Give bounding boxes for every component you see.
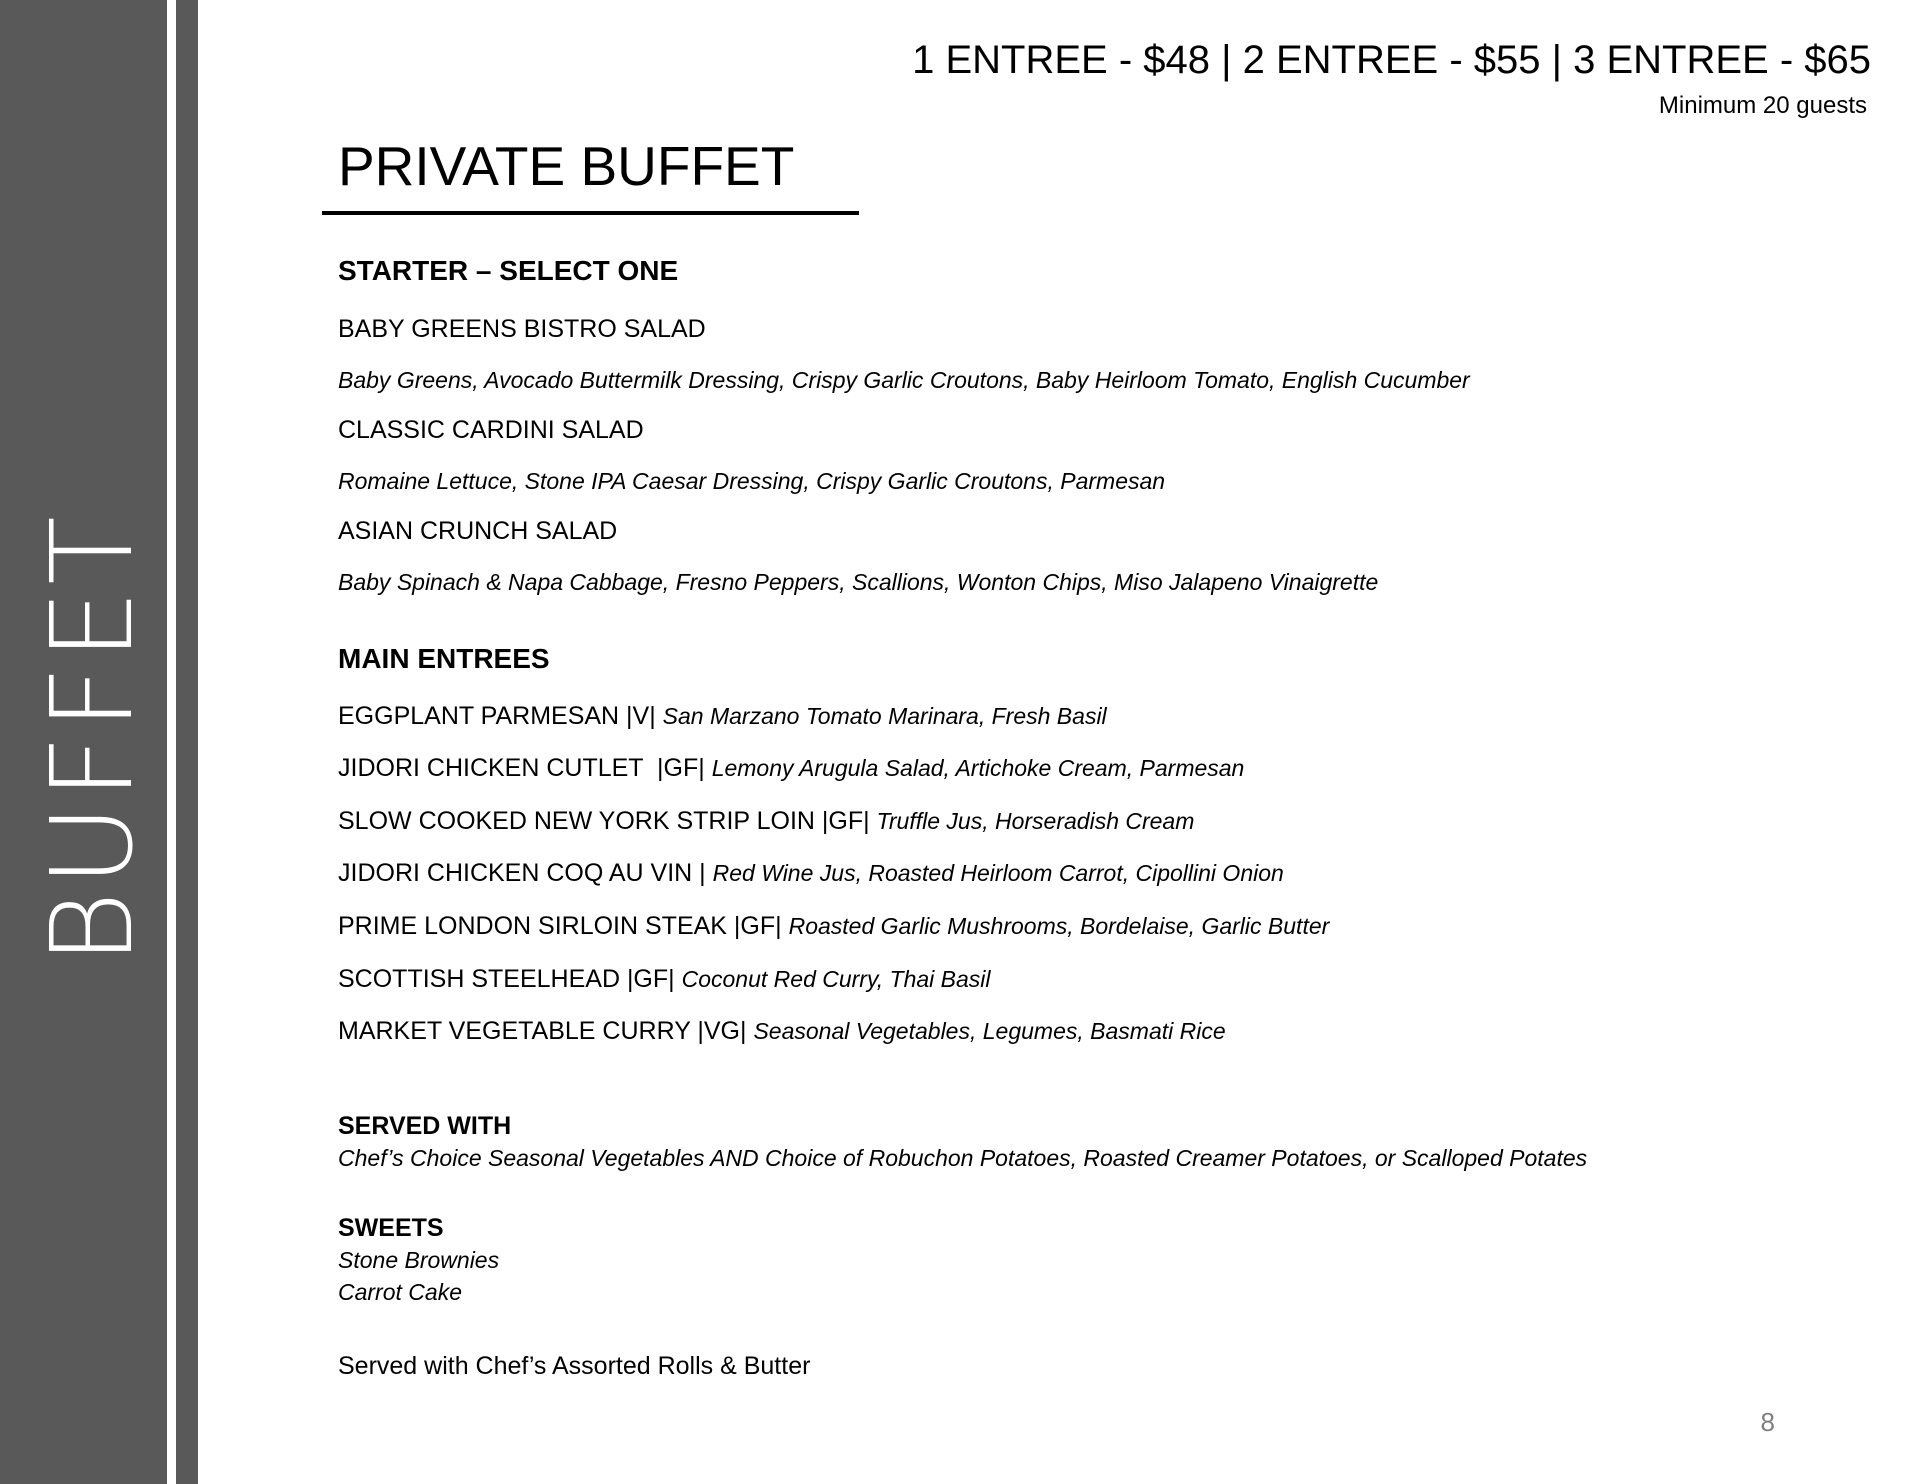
main-entree-description: San Marzano Tomato Marinara, Fresh Basil bbox=[662, 703, 1107, 729]
starter-item-name: ASIAN CRUNCH SALAD bbox=[338, 517, 618, 545]
title-underline bbox=[322, 211, 859, 215]
main-entree-name: SCOTTISH STEELHEAD |GF| bbox=[338, 965, 675, 993]
sweets-item: Carrot Cake bbox=[338, 1279, 462, 1305]
main-entree-name: EGGPLANT PARMESAN |V| bbox=[338, 702, 656, 730]
sidebar-gap bbox=[167, 0, 176, 1484]
main-entree-name: SLOW COOKED NEW YORK STRIP LOIN |GF| bbox=[338, 807, 870, 835]
minimum-guests: Minimum 20 guests bbox=[1658, 92, 1867, 119]
starter-item-description: Baby Greens, Avocado Buttermilk Dressing, Crispy Garlic Croutons, Baby Heirloom Tomato, English Cucumber bbox=[338, 367, 1470, 393]
main-entree-row bbox=[338, 702, 1107, 731]
main-entree-description: Truffle Jus, Horseradish Cream bbox=[876, 808, 1195, 834]
mains-heading: MAIN ENTREES bbox=[338, 643, 550, 674]
main-entree-description: Seasonal Vegetables, Legumes, Basmati Rice bbox=[753, 1018, 1226, 1044]
main-entree-description: Lemony Arugula Salad, Artichoke Cream, Parmesan bbox=[711, 755, 1245, 781]
starter-item-name: CLASSIC CARDINI SALAD bbox=[338, 416, 644, 444]
starter-heading: STARTER – SELECT ONE bbox=[338, 255, 679, 286]
main-entree-row bbox=[338, 912, 1329, 941]
sidebar-title: BUFFET bbox=[28, 511, 158, 965]
main-entree-description: Red Wine Jus, Roasted Heirloom Carrot, Cipollini Onion bbox=[712, 860, 1284, 886]
pricing-line: 1 ENTREE - $48 | 2 ENTREE - $55 | 3 ENTREE - $65 bbox=[912, 38, 1871, 82]
page-title: PRIVATE BUFFET bbox=[338, 135, 795, 197]
sweets-item: Stone Brownies bbox=[338, 1247, 500, 1273]
starter-item-description: Romaine Lettuce, Stone IPA Caesar Dressing, Crispy Garlic Croutons, Parmesan bbox=[338, 468, 1166, 494]
starter-item-name: BABY GREENS BISTRO SALAD bbox=[338, 315, 706, 343]
main-entree-description: Roasted Garlic Mushrooms, Bordelaise, Garlic Butter bbox=[788, 913, 1330, 939]
main-entree-description: Coconut Red Curry, Thai Basil bbox=[681, 966, 991, 992]
sidebar-strip bbox=[176, 0, 198, 1484]
main-entree-row bbox=[338, 1017, 1226, 1046]
sweets-heading: SWEETS bbox=[338, 1214, 444, 1242]
main-entree-row bbox=[338, 859, 1284, 888]
main-entree-name: PRIME LONDON SIRLOIN STEAK |GF| bbox=[338, 912, 782, 940]
main-entree-row bbox=[338, 807, 1194, 836]
page-number: 8 bbox=[1760, 1407, 1775, 1437]
main-entree-row bbox=[338, 965, 991, 994]
main-entree-name: JIDORI CHICKEN CUTLET |GF| bbox=[338, 754, 705, 782]
footer-note: Served with Chef’s Assorted Rolls & Butter bbox=[338, 1352, 811, 1380]
starter-item-description: Baby Spinach & Napa Cabbage, Fresno Peppers, Scallions, Wonton Chips, Miso Jalapeno Vinaigrette bbox=[338, 569, 1379, 595]
main-entree-row bbox=[338, 754, 1244, 783]
main-entree-name: MARKET VEGETABLE CURRY |VG| bbox=[338, 1017, 747, 1045]
served-with-heading: SERVED WITH bbox=[338, 1112, 512, 1140]
main-entree-name: JIDORI CHICKEN COQ AU VIN | bbox=[338, 859, 706, 887]
served-with-text: Chef’s Choice Seasonal Vegetables AND Choice of Robuchon Potatoes, Roasted Creamer Potatoes, or Scalloped Potates bbox=[338, 1145, 1588, 1171]
